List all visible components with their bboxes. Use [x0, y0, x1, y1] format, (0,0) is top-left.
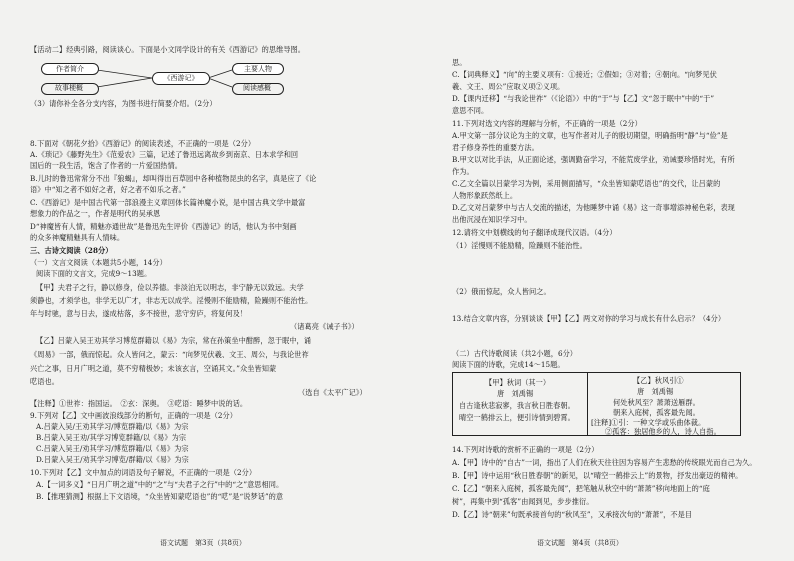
mindmap-plot-node: 故事梗概: [55, 84, 83, 92]
q8-option-a-l2: 国后的一段生活，饱含了作者的一片爱国热情。: [30, 161, 182, 170]
mindmap-characters-node: 主要人物: [232, 63, 284, 75]
q3-prompt: （3）请你补全各分支内容，为图书进行简要介绍。（2分）: [30, 99, 217, 108]
passage-jia-l1: 【甲】夫君子之行，静以修身，俭以养德。非淡泊无以明志，非宁静无以致远。夫学: [36, 283, 304, 292]
q8-stem: 8.下面对《朝花夕拾》《西游记》的阅读表述，不正确的一项是（2分）: [30, 139, 256, 148]
poem-b-line-1: 何处秋风至？萧萧送雁群。: [613, 398, 700, 407]
q14-option-c-l1[interactable]: C.【乙】“朝来入庭树，孤客最先闻”，把笔触从秋空中的“萧萧”移向地面上的“庭: [452, 484, 710, 493]
section-3-heading: 三、古诗文阅读（28分）: [30, 246, 113, 255]
q10-option-d-l1[interactable]: D.【课内迁移】“与我论世祚”（《论语》）中的“于”与【乙】文“忽于眠中”中的“于”: [452, 94, 715, 103]
q10-option-b[interactable]: B.【推理猜测】根据上下文语境，“众坐皆知蒙呓语也”的“呓”是“说梦话”的意: [36, 492, 284, 501]
q8-option-a-l1: A.《琐记》《藤野先生》《范爱农》三篇，记述了鲁迅远离故乡到南京、日本求学和回: [30, 150, 299, 159]
subsection-1-instruction: 阅读下面的文言文，完成9～13题。: [36, 269, 152, 278]
subsection-2-heading: （二）古代诗歌阅读（共2小题，6分）: [452, 349, 578, 358]
poem-a-line-2: 晴空一鹤排云上，便引诗情到碧霄。: [459, 413, 575, 422]
q11-option-d-l1[interactable]: D.乙文对吕蒙梦中与古人交流的描述，为他睡梦中诵《易》这一奇事增添神秘色彩，表现: [452, 203, 735, 212]
q12-stem: 12.请将文中划横线的句子翻译成现代汉语。（4分）: [452, 228, 617, 237]
passage-yi-l3: 兴亡之事，日月广明之道，莫不穷精极妙；未该玄言，空诵其文。”众坐皆知蒙: [30, 364, 277, 373]
passage-jia-source: （诸葛亮《诫子书》）: [290, 322, 359, 331]
poem-b-title: 【乙】秋风引①: [633, 376, 684, 385]
q11-option-c-l2: 人物形象跃然纸上。: [452, 191, 518, 200]
mindmap-center-node: 《西游记》: [152, 72, 210, 85]
q9-stem: 9.下列对【乙】文中画波浪线部分的断句，正确的一项是（2分）: [30, 411, 237, 420]
passage-notes: 【注释】①世祚：指国运。 ②玄：深奥。 ③呓语：睡梦中说的话。: [30, 399, 248, 408]
mindmap-impression-node: 阅读感概: [243, 84, 271, 92]
q9-option-d[interactable]: D.吕蒙入吴王/劝其学习博览/群籍/以《易》为宗: [36, 455, 189, 464]
q14-option-a[interactable]: A.【甲】诗中的“自古”一词，指出了人们在秋天往往因为容易产生悲愁的传统眼光而自己为久。: [452, 458, 757, 467]
q12-sentence-1: （1）淫慢则不能励精，险躁则不能治性。: [452, 241, 587, 250]
q10-option-a[interactable]: A.【一词多义】“日月广明之道”中的“之”与“夫君子之行”中的“之”意思相同。: [36, 480, 284, 489]
q14-stem: 14.下列对诗歌的赏析不正确的一项是（2分）: [452, 445, 599, 454]
q10-option-c-l2: 羲、文王、周公”应取义项②义项。: [452, 82, 565, 91]
mindmap-author-node: 作者简介: [41, 63, 99, 75]
q8-option-d-l1: D“神魔皆有人情，精魅亦通世故”是鲁迅先生评价《西游记》的话，他认为书中刻画: [30, 222, 297, 231]
q10-option-d-l2: 意思不同。: [452, 106, 489, 115]
subsection-2-instruction: 阅读下面的诗歌，完成14～15题。: [452, 360, 565, 369]
passage-jia-l2: 须静也，才须学也，非学无以广才，非志无以成学。淫慢则不能励精，险躁则不能治性。: [30, 296, 313, 305]
q8-option-d-l2: 的众多神魔精魅具有人情味。: [30, 233, 125, 242]
poem-b-author: 唐 刘禹锡: [637, 387, 674, 396]
q9-option-a[interactable]: A.吕蒙入吴/王劝其学习/博览群籍/以《易》为宗: [36, 422, 189, 431]
passage-yi-l4: 呓语也。: [30, 377, 59, 386]
q11-option-a-l2: 君子修身养性的重要方法。: [452, 143, 539, 152]
q10-b-continuation: 思。: [452, 58, 467, 67]
q14-option-b[interactable]: B.【甲】诗中运用“秋日胜春朝”的新见，以“晴空一鹤排云上”的景物，抒发出豪迈的精神。: [452, 471, 743, 480]
q8-option-b-l2: 语》中“知之者不如好之者，好之者不如乐之者。”: [30, 185, 186, 194]
q11-option-c-l1[interactable]: C.乙文全篇以吕蒙学习为例，采用侧面描写，“众坐皆知蒙呓语也”的交代，让吕蒙的: [452, 179, 721, 188]
passage-jia-l3: 年与时驰，意与日去，遂成枯落，多不接世，悲守穷庐，将复何及！: [30, 309, 248, 318]
right-page-footer: 语文试题 第4页（共8页）: [537, 539, 623, 547]
passage-yi-l1: 【乙】吕蒙入吴王劝其学习博览群籍以《易》为宗，常在孙策坐中酣醉，忽于眠中，诵: [36, 336, 312, 345]
q11-option-b-l1[interactable]: B.甲文以对比手法，从正面论述，强调勤奋学习，不能荒废学业，劝诫要珍惜时光，有所: [452, 155, 735, 164]
poem-b-note-2: ②孤客：独居他乡的人，诗人自指。: [605, 427, 721, 436]
q10-option-c-l1[interactable]: C.【词典释义】“向”的主要义项有：①接近；②假如；③对着；④朝向。“向梦见伏: [452, 70, 717, 79]
poem-a-author: 唐 刘禹锡: [497, 389, 534, 398]
poem-a-line-1: 自古逢秋悲寂寥，我言秋日胜春朝。: [459, 401, 575, 410]
q11-option-a-l1[interactable]: A.甲文第一部分议论为主的文章，也写作者对儿子的殷切期望，明确指明“静”与“俭”是: [452, 131, 728, 140]
left-page-footer: 语文试题 第3页（共8页）: [160, 539, 246, 547]
q12-sentence-2: （2）俄而惊起，众人皆问之。: [452, 287, 551, 296]
passage-yi-source: （选自《太平广记》）: [298, 388, 367, 397]
passage-yi-l2: 《周易》一部，俄而惊起。众人皆问之，蒙云：“向梦见伏羲、文王、周公，与我论世祚: [30, 350, 309, 359]
q11-option-b-l2: 作为。: [452, 167, 474, 176]
poem-b-line-2: 朝来入庭树，孤客最先闻。: [613, 408, 700, 417]
q14-option-c-l2: 树”，再集中到“孤客”由闻到见，步步推衍。: [452, 497, 594, 506]
q11-stem: 11.下列对选文内容的理解与分析，不正确的一项是（2分）: [452, 119, 642, 128]
q8-option-c-l1: C.《西游记》是中国古代第一部浪漫主义章回体长篇神魔小说，是中国古典文学中最富: [30, 198, 306, 207]
activity-line: 【活动二】经典引路，阅读谈心。下面是小文同学设计的有关《西游记》的思维导图。: [30, 45, 306, 54]
q14-option-d-l1[interactable]: D.【乙】诗“朝来”句既承接首句的“秋风至”，又承接次句的“萧萧”，不是目: [452, 510, 693, 519]
q8-option-c-l2: 想象力的作品之一，作者是明代的吴承恩: [30, 209, 161, 218]
q11-option-d-l2: 出他沉浸在知识学习中。: [452, 215, 532, 224]
poem-table-divider: [587, 372, 588, 435]
q9-option-b[interactable]: B.吕蒙入吴王劝/其学习博览群籍/以《易》为宗: [36, 433, 187, 442]
q10-stem: 10.下列对【乙】文中加点的词语及句子解说，不正确的一项是（2分）: [30, 468, 257, 477]
poem-b-note-1: [注释]①引：一种文学或乐曲体裁。: [591, 418, 706, 427]
right-page: [397, 0, 794, 561]
q13-stem: 13.结合文章内容，分别谈谈【甲】【乙】两文对你的学习与成长有什么启示？（4分）: [452, 314, 726, 323]
q9-option-c[interactable]: C.吕蒙入吴王/劝其学习/博览群籍/以《易》为宗: [36, 444, 189, 453]
poem-a-title: 【甲】秋词（其一）: [485, 378, 551, 387]
q8-option-b-l1: B.儿时的鲁迅常常分不出『狼蝎』，却叫得出百草园中各种植物昆虫的名字，真是应了《论: [30, 174, 317, 183]
q12-answer-1[interactable]: [452, 282, 752, 283]
subsection-1-heading: （一）文言文阅读（本题共5小题，14分）: [30, 258, 167, 267]
